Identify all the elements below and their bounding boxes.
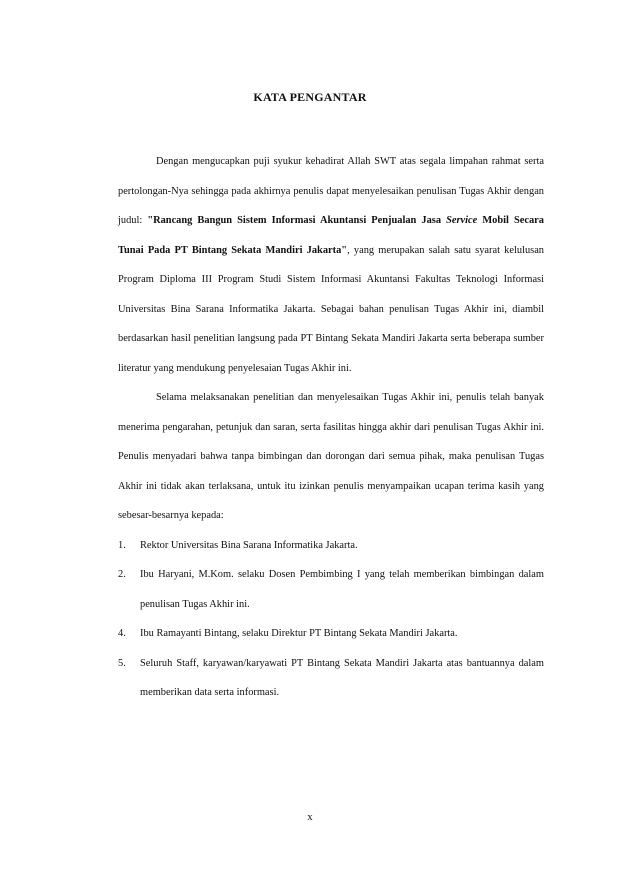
list-item-text: Ibu Ramayanti Bintang, selaku Direktur PT Bintang Sekata Mandiri Jakarta. <box>140 628 458 639</box>
body-text <box>118 147 544 708</box>
list-item <box>118 619 544 649</box>
list-item-text: Ibu Haryani, M.Kom. selaku Dosen Pembimbing I yang telah memberikan bimbingan dalam penulisan Tugas Akhir ini. <box>140 569 544 610</box>
page-title: KATA PENGANTAR <box>253 90 367 104</box>
thesis-title-part2: Mobil Secara Tunai Pada PT Bintang Sekata Mandiri Jakarta" <box>118 215 544 256</box>
thesis-title-part1: "Rancang Bangun Sistem Informasi Akuntansi Penjualan Jasa <box>147 215 447 226</box>
list-item <box>118 649 544 708</box>
acknowledgement-list <box>118 531 544 708</box>
list-item-text: Seluruh Staff, karyawan/karyawati PT Bintang Sekata Mandiri Jakarta atas bantuannya dalam memberikan data serta informasi. <box>140 657 544 698</box>
list-item-number: 1. <box>118 539 126 551</box>
list-item-number: 5. <box>118 657 126 669</box>
list-item-text: Rektor Universitas Bina Sarana Informatika Jakarta. <box>140 539 358 551</box>
paragraph-intro-rest: , yang merupakan salah satu syarat kelulusan Program Diploma III Program Studi Sistem Informasi Akuntansi Fakultas Teknologi Informasi Universitas Bina Sarana Informatika Jakarta. Sebagai bahan penulisan Tugas Akhir ini, diambil berdasarkan hasil penelitian langsung pada PT Bintang Sekata Mandiri Jakarta serta beberapa sumber literatur yang mendukung penyelesaian Tugas Akhir ini. <box>118 244 545 374</box>
list-item-number: 2. <box>118 569 126 580</box>
list-item-number: 4. <box>118 628 126 639</box>
list-item <box>118 560 544 619</box>
page-number: x <box>307 812 313 823</box>
thesis-title-italic-word: Service <box>446 215 478 226</box>
paragraph-intro-text: Dengan mengucapkan puji syukur kehadirat Allah SWT atas segala limpahan rahmat serta pertolongan-Nya sehingga pada akhirnya penulis dapat menyelesaikan penulisan Tugas Akhir dengan judul: <box>118 156 544 226</box>
list-item <box>118 531 544 561</box>
paragraph-acknowledgement: Selama melaksanakan penelitian dan menyelesaikan Tugas Akhir ini, penulis telah banyak menerima pengarahan, petunjuk dan saran, serta fasilitas hingga akhir dari penulisan Tugas Akhir ini. Penulis menyadari bahwa tanpa bimbingan dan dorongan dari semua pihak, maka penulisan Tugas Akhir ini tidak akan terlaksana, untuk itu izinkan penulis menyampaikan ucapan terima kasih yang sebesar-besarnya kepada: <box>118 392 544 521</box>
thesis-title-italic <box>446 215 477 226</box>
paragraph-intro <box>118 147 544 383</box>
